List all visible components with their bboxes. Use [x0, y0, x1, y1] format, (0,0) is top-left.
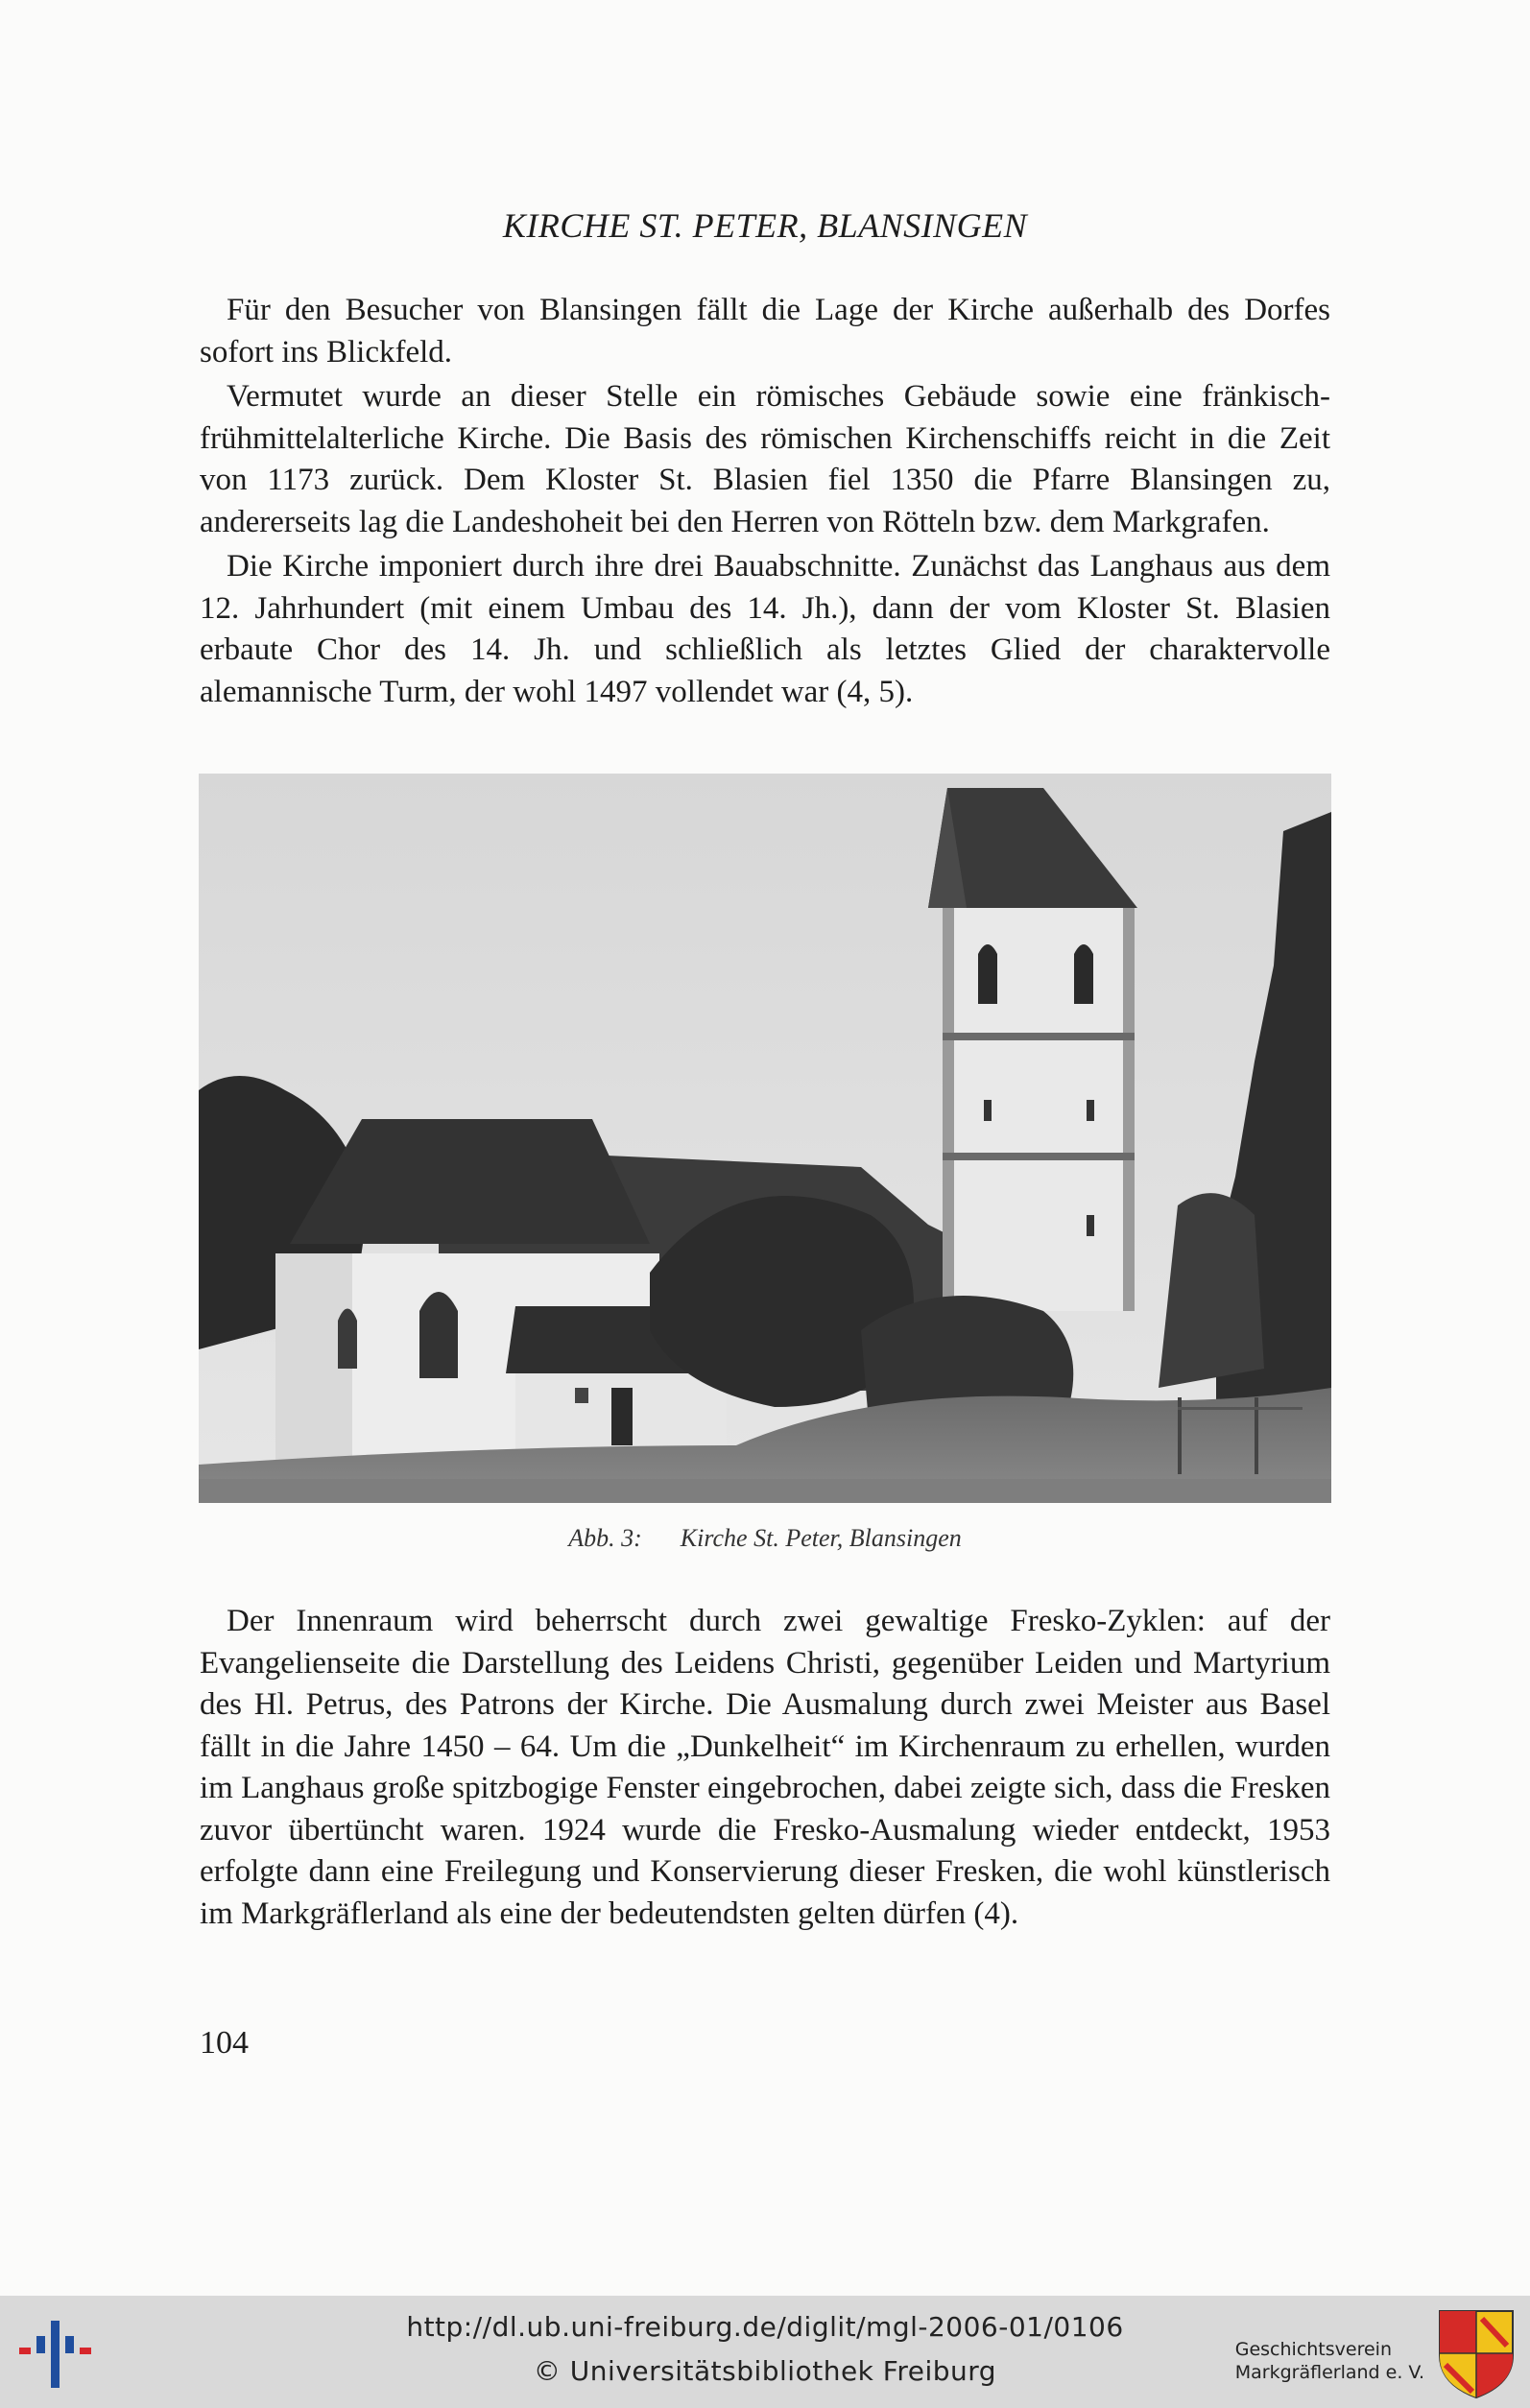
paragraph: Die Kirche imponiert durch ihre drei Bauabschnitte. Zunächst das Langhaus aus dem 12. Jahrhundert (mit einem Umbau des 14. Jh.), dann der vom Kloster St. Blasien erbaute Chor des 14. Jh. und schließlich als letztes Glied der charaktervolle alemannische Turm, der wohl 1497 vollendet war (4, 5). [200, 549, 1330, 709]
coat-of-arms-icon [1436, 2307, 1517, 2399]
figure-caption [0, 1524, 1530, 1553]
paragraph: Vermutet wurde an dieser Stelle ein römisches Gebäude sowie eine fränkisch-frühmittelalterliche Kirche. Die Basis des römischen Kirchenschiffs reicht in die Zeit von 1173 zurück. Dem Kloster St. Blasien fiel 1350 die Pfarre Blansingen zu, andererseits lag die Landeshoheit bei den Herren von Rötteln bzw. dem Markgrafen. [200, 379, 1330, 539]
society-line: Markgräflerland e. V. [1234, 2362, 1424, 2383]
footer-copyright: © Universitätsbibliothek Freiburg [533, 2355, 997, 2387]
footer-bar [0, 2296, 1530, 2408]
paragraph: Der Innenraum wird beherrscht durch zwei gewaltige Fresko-Zyklen: auf der Evangelienseite die Darstellung des Leidens Christi, gegenüber Leiden und Martyrium des Hl. Petrus, des Patrons der Kirche. Die Ausmalung durch zwei Meister aus Basel fällt in die Jahre 1450 – 64. Um die „Dunkelheit“ im Kirchenraum zu erhellen, wurden im Langhaus große spitzbogige Fenster eingebrochen, dabei zeigte sich, dass die Fresken zuvor übertüncht waren. 1924 wurde die Fresko-Ausmalung wieder entdeckt, 1953 erfolgte dann eine Freilegung und Konservierung dieser Fresken, die wohl künstlerisch im Markgräflerland als eine der bedeutendsten gelten dürfen (4). [200, 1604, 1330, 1931]
paragraph: Für den Besucher von Blansingen fällt die Lage der Kirche außerhalb des Dorfes sofort ins Blickfeld. [200, 293, 1330, 370]
caption-label: Abb. 3: [568, 1524, 642, 1552]
church-photo [199, 774, 1331, 1503]
running-head: KIRCHE ST. PETER, BLANSINGEN [502, 206, 1028, 245]
society-line: Geschichtsverein [1234, 2339, 1392, 2360]
text-block-top [200, 290, 1330, 716]
footer-url[interactable]: http://dl.ub.uni-freiburg.de/diglit/mgl-2006-01/0106 [406, 2311, 1124, 2343]
caption-text: Kirche St. Peter, Blansingen [680, 1524, 962, 1552]
text-block-bottom [200, 1601, 1330, 1938]
society-name [1235, 2338, 1424, 2384]
page-number: 104 [200, 2025, 249, 2061]
